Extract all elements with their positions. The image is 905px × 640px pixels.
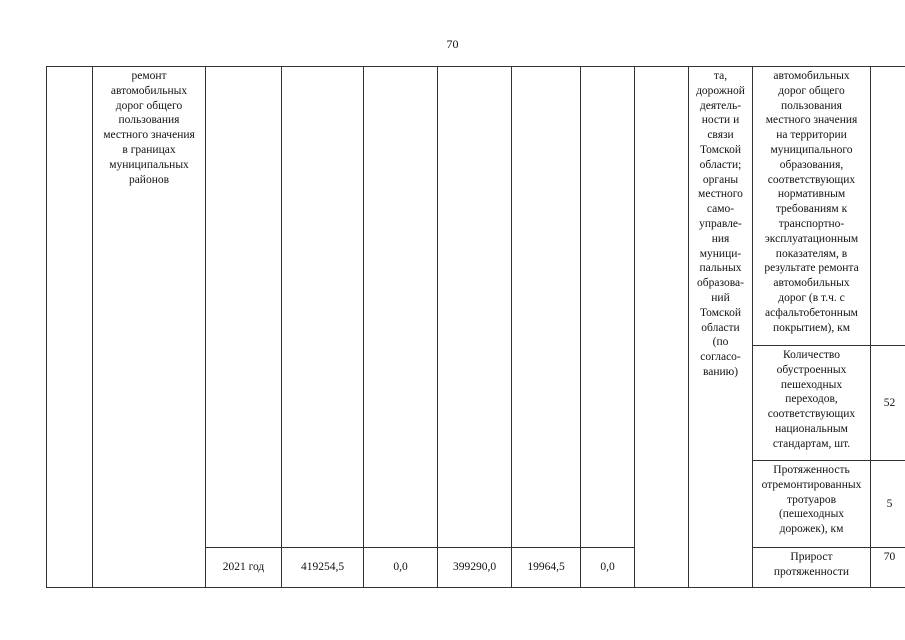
regional-cell-empty xyxy=(438,67,512,548)
indicator-value: 52 xyxy=(871,346,905,461)
local-cell: 19964,5 xyxy=(512,548,581,588)
program-table xyxy=(46,66,905,588)
total-cell: 419254,5 xyxy=(282,548,364,588)
federal-cell: 0,0 xyxy=(364,548,438,588)
regional-cell: 399290,0 xyxy=(438,548,512,588)
description-cell: ремонт автомобильных дорог общего пользования местного значения в границах муниципальных районов xyxy=(93,67,206,588)
indicator-value: 5 xyxy=(871,461,905,548)
year-cell-empty xyxy=(206,67,282,548)
indicator-value xyxy=(871,67,905,346)
indicator-name: автомобильных дорог общего пользования местного значения на территории муниципального образования, соответствующих нормативным требованиям к транспортно- эксплуатационным показателям, в результате ремонта автомобильных дорог (в т.ч. с асфальтобетонным покрытием), км xyxy=(753,67,871,346)
other-cell: 0,0 xyxy=(581,548,635,588)
federal-cell-empty xyxy=(364,67,438,548)
other-cell-empty xyxy=(581,67,635,548)
extra-cell-empty xyxy=(635,67,689,588)
number-cell xyxy=(47,67,93,588)
local-cell-empty xyxy=(512,67,581,548)
indicator-name: Количество обустроенных пешеходных переходов, соответствующих национальным стандартам, шт. xyxy=(753,346,871,461)
responsible-cell: та, дорожной деятель- ности и связи Томской области; органы местного само- управле- ния муници- пальных образова- ний Томской области (по согласо- ванию) xyxy=(689,67,753,588)
indicator-name: Протяженность отремонтированных тротуаров (пешеходных дорожек), км xyxy=(753,461,871,548)
indicator-name: Прирост протяженности xyxy=(753,548,871,588)
year-cell: 2021 год xyxy=(206,548,282,588)
page-number: 70 xyxy=(446,37,459,51)
total-cell-empty xyxy=(282,67,364,548)
indicator-value: 70 xyxy=(871,548,905,588)
